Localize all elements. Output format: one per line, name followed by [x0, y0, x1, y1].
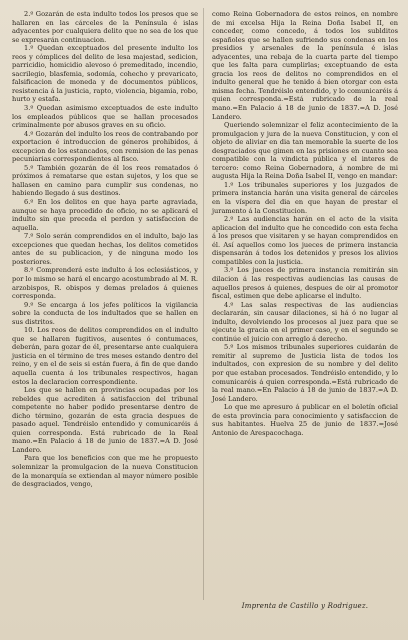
paragraph: 4.º Las salas respectivas de las audiencias declararán, sin causar dilaciones, si há ó no lugar al indulto, devolviendo los procesos al juez para que se ejecute la gracia en el primer caso, y en el segundo se continúe el juicio con arreglo á derecho. [212, 300, 398, 343]
paragraph: 7.º Solo serán comprendidos en el indulto, bajo las excepciones que quedan hechas, los delitos cometidos antes de su publicacion, y de ninguna modo los posteriores. [12, 232, 198, 266]
paragraph: Los que se hallen en provincias ocupadas por los rebeldes que acrediten á satisfaccion del tribunal competente no haber podido presentarse dentro de dicho término, gozarán de esta gracia despues de pasado aquel. Tendréislo entendido y comunicaréis á quien corresponda. Está rubricado de la Real mano.=En Palacio á 18 de junio de 1837.=A D. José Landero. [12, 386, 198, 454]
paragraph: 3.º Los jueces de primera instancia remitirán sin dilacion á las respectivas audiencias las causas de aquellos presos á quienes, despues de oir al promotor fiscal, estimen que debe aplicarse el indulto. [212, 266, 398, 301]
paragraph: 8.º Comprenderá este indulto á los eclesiásticos, y por lo mismo se hará el encargo acostumbrado al M. R. arzobispos, R. obispos y demas prelados á quienes corresponda. [12, 266, 198, 301]
paragraph: Queriendo solemnizar el feliz acontecimiento de la promulgacion y jura de la nueva Constitucion, y con el objeto de aliviar en dia tan memorable la suerte de los desgraciados que gimen en las prisiones en cuanto sea compatible con la vindicta pública y el interes de tercero: como Reina Gobernadora, á nombre de mi augusta Hija la Reina Doña Isabel II, vengo en mandar: [212, 121, 398, 181]
paragraph: 6.º En los delitos en que haya parte agraviada, aunque se haya procedido de oficio, no se aplicará el indulto sin que preceda el perdon y satisfaccion de aquella. [12, 198, 198, 232]
paragraph: como Reina Gobernadora de estos reinos, en nombre de mi excelsa Hija la Reina Doña Isabel II, en conceder, como concedo, á todos los sublditos españoles que se hallen sufriendo sus condenas en los presidios y arsenales de la península é islas adyacentes, una rebaja de la cuarta parte del tiempo que les falta para cumplirlas; exceptuando de esta gracia los reos de delitos no comprendidos en el indulto general que he tenido á bien otorgar con esta misma fecha. Tendréislo entendido, y lo comunicaréis á quien corresponda.=Está rubricado de la real mano.=En Palacio á 18 de junio de 1837.=A D. José Landero. [212, 10, 398, 121]
column-divider [203, 8, 204, 600]
paragraph: 1.º Los tribunales superiores y los juzgados de primera instancia harán una visita general de cárceles en la víspera del dia en que hayan de prestar el juramento á la Constitucion. [212, 180, 398, 215]
left-column [12, 10, 198, 489]
paragraph: 5.º Los mismos tribunales superiores cuidarán de remitir al supremo de Justicia lista de todos los indultados, con expresion de su nombre y del delito por que estaban procesados. Tendréislo entendido, y lo comunicaréis á quien corresponda.=Está rubricado de la real mano.=En Palacio á 18 de junio de 1837.=A D. José Landero. [212, 343, 398, 403]
paragraph: 10. Los reos de delitos comprendidos en el indulto que se hallaren fugitivos, ausentes ó contumaces, deberán, para gozar de él, presentarse ante cualquiera justicia en el término de tres meses estando dentro del reino, y en el de seis si están fuera, á fin de que dando aquella cuenta á los tribunales respectivos, hagan estos la declaracion correspondiente. [12, 326, 198, 386]
paragraph: 9.º Se encarga á los jefes políticos la vigilancia sobre la conducta de los indultados que se hallen en sus distritos. [12, 300, 198, 326]
paragraph: Lo que me apresuro á publicar en el boletín oficial de esta provincia para conocimiento y satisfaccion de sus habitantes. Huelva 25 de junio de 1837.=José Antonio de Arespacochaga. [212, 403, 398, 437]
paragraph: 2.º Las audiencias harán en el acto de la visita aplicacion del indulto que he concedido con esta fecha á los presos que visitaren y se hayan comprendidos en él. Así aquellos como los jueces de primera instancia dispensarán á todos los detenidos y presos los alivios compatibles con la justicia. [212, 215, 398, 266]
paragraph: 5.º También gozarán de él los reos rematados ó próximos á rematarse que estan sujetos, y los que se hallasen en camino para cumplir sus condenas, no habiendo llegado á sus destinos. [12, 163, 198, 198]
paragraph: 4.º Gozarán del indulto los reos de contrabando por exportacion é introduccion de géneros prohibidos, á excepcion de los estancados, con remision de las penas pecuniarias correspondientes al fisco. [12, 129, 198, 164]
paragraph: 3.º Quedan asimismo exceptuados de este indulto los empleados públicos que se hallan procesados criminalmente por abusos graves en su oficio. [12, 104, 198, 130]
paragraph: Para que los beneficios con que me he propuesto solemnizar la promulgacion de la nueva Constitucion de la monarquía se extiendan al mayor número posible de desgraciados, vengo, [12, 454, 198, 489]
printer-imprint: Imprenta de Castillo y Rodriguez. [241, 602, 369, 610]
right-column [212, 10, 398, 437]
paragraph: 2.º Gozarán de esta indulto todos los presos que se hallaren en las cárceles de la Península é islas adyacentes por cualquiera delito que no sea de los que se expresarán continuacion. [12, 10, 198, 44]
paragraph: 1.º Quedan exceptuados del presente indulto los reos y cómplices del delito de lesa majestad, sedicion, parricidio, homicidio alevoso ó premeditado, incendio, sacrilegio, blasfemia, sodomía, cohecho y prevaricato, falsificacion de moneda y de documentos públicos, resistencia á la justicia, rapto, violencia, bigamia, robo, hurto y estafa. [12, 44, 198, 104]
